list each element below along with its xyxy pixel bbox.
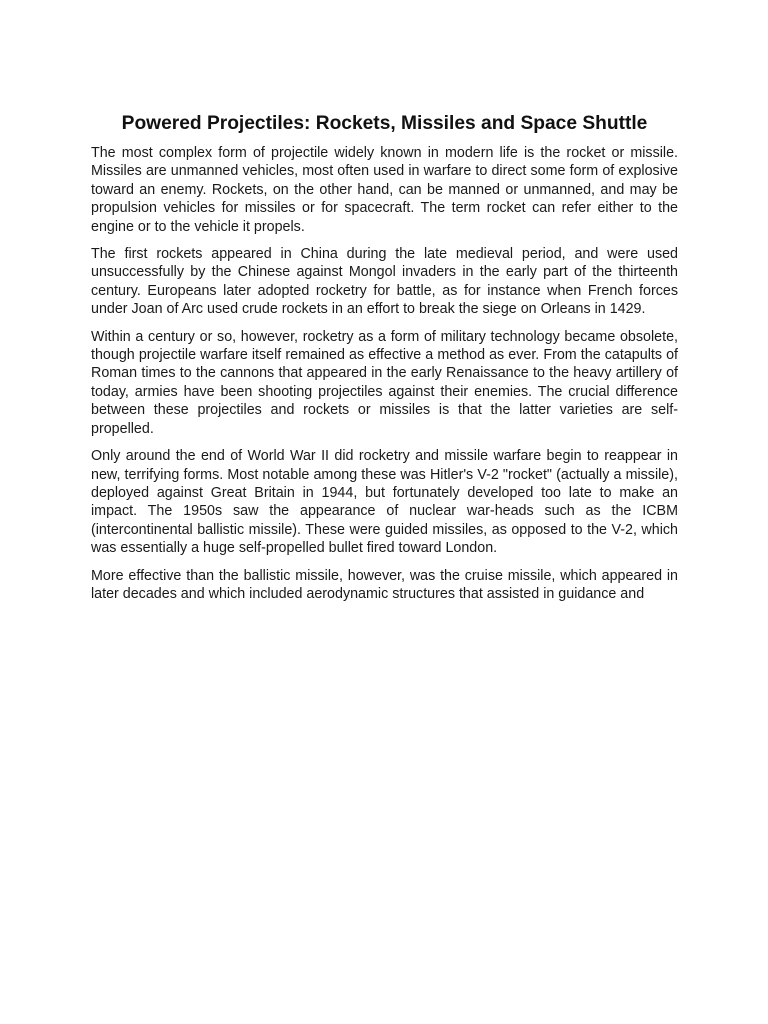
paragraph-4: Only around the end of World War II did rocketry and missile warfare begin to reappear in new, terrifying forms. Most notable among these was Hitler's V-2 "rocket" (actually a missile), deployed against Great Britain in 1944, but fortunately developed too late to make an impact. The 1950s saw the appearance of nuclear war-heads such as the ICBM (intercontinental ballistic missile). These were guided missiles, as opposed to the V-2, which was essentially a huge self-propelled bullet fired toward London.: [91, 448, 678, 557]
document-title: Powered Projectiles: Rockets, Missiles and Space Shuttle: [121, 113, 648, 134]
paragraph-1: The most complex form of projectile widely known in modern life is the rocket or missile. Missiles are unmanned vehicles, most often used in warfare to direct some form of explosive toward an enemy. Rockets, on the other hand, can be manned or unmanned, and may be propulsion vehicles for missiles or for spacecraft. The term rocket can refer either to the engine or to the vehicle it propels.: [91, 145, 678, 235]
paragraph-2: The first rockets appeared in China during the late medieval period, and were used unsuccessfully by the Chinese against Mongol invaders in the early part of the thirteenth century. Europeans later adopted rocketry for battle, as for instance when French forces under Joan of Arc used crude rockets in an effort to break the siege on Orleans in 1429.: [91, 246, 678, 318]
paragraph-5: More effective than the ballistic missile, however, was the cruise missile, which appeared in later decades and which included aerodynamic structures that assisted in guidance and: [91, 567, 678, 602]
paragraph-3: Within a century or so, however, rocketry as a form of military technology became obsolete, though projectile warfare itself remained as effective a method as ever. From the catapults of Roman times to the cannons that appeared in the early Renaissance to the heavy artillery of today, armies have been shooting projectiles against their enemies. The crucial difference between these projectiles and rockets or missiles is that the latter varieties are self-propelled.: [91, 328, 678, 437]
document-page: [91, 112, 678, 612]
